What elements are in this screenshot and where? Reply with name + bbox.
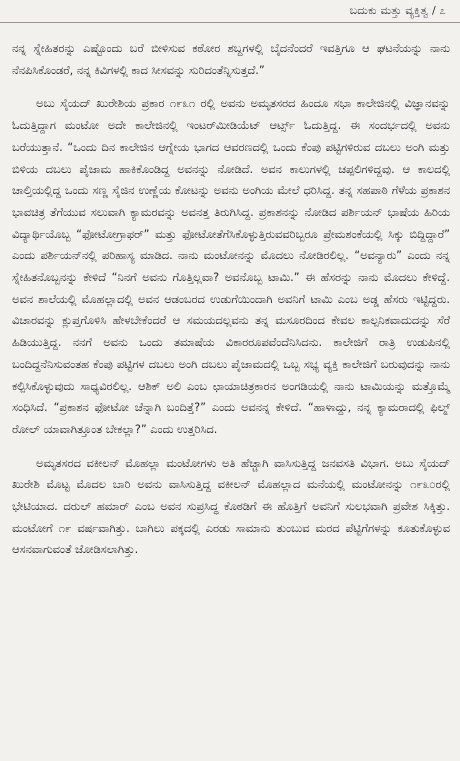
- paragraph-1: ನನ್ನ ಸ್ನೇಹಿತರನ್ನು ಎಷ್ಟೊಂದು ಬರೆ ಬೀಳಿಸುವ ಕಠೋರ ಶಬ್ದಗಳಲ್ಲಿ ಬೈದನೆಂದರೆ ಇವತ್ತಿಗೂ ಆ ಘಟನೆಯನ್ನು ನಾನು ನೆನಪಿಸಿಕೊಂಡರೆ, ನನ್ನ ಕಿವಿಗಳಲ್ಲಿ ಕಾದ ಸೀಸವನ್ನು ಸುರಿದಂತೆನ್ನಿಸುತ್ತದೆ.”: [12, 42, 450, 77]
- body-text: [12, 38, 450, 561]
- paragraph-gap: [12, 441, 450, 453]
- running-head: ಬದುಕು ಮತ್ತು ವ್ಯಕ್ತಿತ್ವ / ೭: [349, 4, 446, 17]
- paragraph-2: ಅಬು ಸೈಯದ್ ಖುರೇಶಿಯ ಪ್ರಕಾರ ೧೯೩೧ ರಲ್ಲಿ ಅವನು ಅಮೃತಸರದ ಹಿಂದೂ ಸಭಾ ಕಾಲೇಜಿನಲ್ಲಿ ವಿಜ್ಞಾನವನ್ನು ಓದುತ್ತಿದ್ದಾಗ ಮಂಟೋ ಅದೇ ಕಾಲೇಜಿನಲ್ಲಿ ಇಂಟರ್‌ಮೀಡಿಯೆಟ್ ಆರ್ಟ್ಸ್ ಓದುತ್ತಿದ್ದ. ಈ ಸಂದರ್ಭದಲ್ಲಿ ಅವನು ಬರೆಯುತ್ತಾನೆ. “ಒಂದು ದಿನ ಕಾಲೇಜಿನ ಆಗ್ನೇಯ ಭಾಗದ ಆವರಣದಲ್ಲಿ ಒಂದು ಕೆಂಪು ಪಟ್ಟಿಗಳಿರುವ ದಬಲು ಅಂಗಿ ಮತ್ತು ಬಿಳಿಯ ದಬಲು ಪೈಜಾಮ ಹಾಕಿಕೊಂಡಿದ್ದ ಅವನನ್ನು ನೋಡಿದೆ. ಅವನ ಕಾಲುಗಳಲ್ಲಿ ಚಪ್ಪಲಿಗಳಿದ್ದವು. ಆ ಕಾಲದಲ್ಲಿ ಚಾಲ್ತಿಯಲ್ಲಿದ್ದ ಒಂದು ಸಣ್ಣ ಸೈಜಿನ ಉಣ್ಣೆಯ ಕೋಟನ್ನು ಅವನು ಅಂಗಿಯ ಮೇಲೆ ಧರಿಸಿದ್ದ. ತನ್ನ ಸಹಪಾಠಿ ಗೆಳೆಯ ಪ್ರಕಾಶನ ಭಾವಚಿತ್ರ ತೆಗೆಯುವ ಸಲುವಾಗಿ ಕ್ಯಾಮರವನ್ನು ಅವನತ್ತ ತಿರುಗಿಸಿದ್ದ. ಪ್ರಕಾಶನನ್ನು ನೋಡಿದ ಪರ್ಶಿಯನ್ ಭಾಷೆಯ ಹಿರಿಯ ವಿದ್ಯಾರ್ಥಿಯೊಬ್ಬ “ಫೋಟೋಗ್ರಾಫರ್” ಮತ್ತು ಫೋಟೋತೆಗೆಸಿಕೊಳ್ಳುತ್ತಿರುವವರಿಬ್ಬರೂ ಪ್ರೇಮಶಂಕೆಯಲ್ಲಿ ಸಿಕ್ಕು ಬಿದ್ದಿದ್ದಾರೆ” ಎಂದು ಪರ್ಶಿಯನ್‌ನಲ್ಲಿ ಪರಿಹಾಸ್ಯ ಮಾಡಿದ. ನಾನು ಮಂಟೋನನ್ನು ಮೊದಲು ನೋಡಿರಲಿಲ್ಲ. “ಅವನ್ಯಾರು” ಎಂದು ನನ್ನ ಸ್ನೇಹಿತನೊಬ್ಬನನ್ನು ಕೇಳಿದೆ “ನಿನಗೆ ಅವನು ಗೊತ್ತಿಲ್ಲವಾ? ಅವನೊಬ್ಬ ಟಾಮಿ.” ಈ ಹೆಸರನ್ನು ನಾನು ಮೊದಲು ಕೇಳಿದ್ದೆ. ಅವನ ಶಾಲೆಯಲ್ಲಿ ಮೊಹಲ್ಲಾದಲ್ಲಿ ಅವನ ಆಡಂಬರದ ಉಡುಗೆಯಿಂದಾಗಿ ಅವನಿಗೆ ಟಾಮಿ ಎಂಬ ಅಡ್ಡ ಹೆಸರು ಇಟ್ಟಿದ್ದರು. ವಿಚಾರವನ್ನು ಕ್ಲುಪ್ತಗೊಳಿಸಿ ಹೇಳಬೇಕೆಂದರೆ ಆ ಸಮಯದಲ್ಲವನು ತನ್ನ ಮಸೂರದಿಂದ ಕೇವಲ ಕಾಲ್ಪನಿಕವಾದುದನ್ನು ಸೆರೆ ಹಿಡಿಯುತ್ತಿದ್ದ. ನನಗೆ ಅವನು ಒಂದು ತಮಾಷೆಯ ವಿಕಾರರೂಪವೆಂದೆನಿಸಿದನು. ಕಾಲೇಜಿಗೆ ರಾತ್ರಿ ಉಡುಪಿನಲ್ಲಿ ಬಂದಿದ್ದನೆನಿಸುವಂತಹ ಕೆಂಪು ಪಟ್ಟಿಗಳ ದಬಲು ಅಂಗಿ ದಬಲು ಪೈಜಾಮದಲ್ಲಿ ಒಬ್ಬ ಸಭ್ಯ ವ್ಯಕ್ತಿ ಕಾಲೇಜಿಗೆ ಬರುವುದನ್ನು ನಾನು ಕಲ್ಪಿಸಿಕೊಳ್ಳುವುದು ಸಾಧ್ಯವಿರಲಿಲ್ಲ. ಆಶಿಕ್ ಅಲಿ ಎಂಬ ಛಾಯಾಚಿತ್ರಕಾರನ ಅಂಗಡಿಯಲ್ಲಿ ನಾನು ಟಾಮಿಯನ್ನು ಮತ್ತೊಮ್ಮೆ ಸಂಧಿಸಿದೆ. “ಪ್ರಕಾಶನ ಫೋಟೋ ಚೆನ್ನಾಗಿ ಬಂದಿತ್ತೆ?” ಎಂದು ಅವನನ್ನ ಕೇಳಿದೆ. “ಹಾಳಾದ್ದು, ನನ್ನ ಕ್ಯಾಮರಾದಲ್ಲಿ ಫಿಲ್ಮ್ ರೋಲ್ ಯಾವಾಗಿತ್ತೂಂತ ಬೇಕಲ್ಲಾ?” ಎಂದು ಉತ್ತರಿಸಿದ.: [12, 97, 450, 436]
- paragraph-3: ಅಮೃತಸರದ ವಕೀಲನ್ ಮೊಹಲ್ಲಾ ಮಂಟೋಗಳು ಅತಿ ಹೆಚ್ಚಾಗಿ ವಾಸಿಸುತ್ತಿದ್ದ ಜನವಸತಿ ವಿಭಾಗ. ಅಬು ಸೈಯದ್ ಖುರೇಶಿ ಮೊಟ್ಟ ಮೊದಲ ಬಾರಿ ಅವನು ವಾಸಿಸುತ್ತಿದ್ದ ವಕೀಲನ್ ಮೊಹಲ್ಲಾದ ಮನೆಯಲ್ಲಿ ಮಂಟೋನನ್ನು ೧೯೩೦ರಲ್ಲಿ ಭೇಟಿಯಾದ. ದರುಲ್ ಹಮಾರ್ ಎಂಬ ಅವನ ಸುಪ್ರಸಿದ್ಧ ಕೊಠಡಿಗೆ ಈ ಹೊತ್ತಿಗೆ ಅವನಿಗೆ ಸುಲಭವಾಗಿ ಪ್ರವೇಶ ಸಿಕ್ಕಿತ್ತು. ಮಂಟೋಗೆ ೧೯ ವರ್ಷವಾಗಿತ್ತು. ಬಾಗಿಲು ಪಕ್ಕದಲ್ಲಿ ಎರಡು ಸಾಮಾನು ತುಂಬುವ ಮರದ ಪೆಟ್ಟಿಗೆಗಳನ್ನು ಕೂತುಕೊಳ್ಳುವ ಆಸನವಾಗುವಂತೆ ಜೋಡಿಸಲಾಗಿತ್ತು.: [12, 456, 450, 557]
- paragraph-gap: [12, 81, 450, 93]
- header-rule: [0, 22, 460, 23]
